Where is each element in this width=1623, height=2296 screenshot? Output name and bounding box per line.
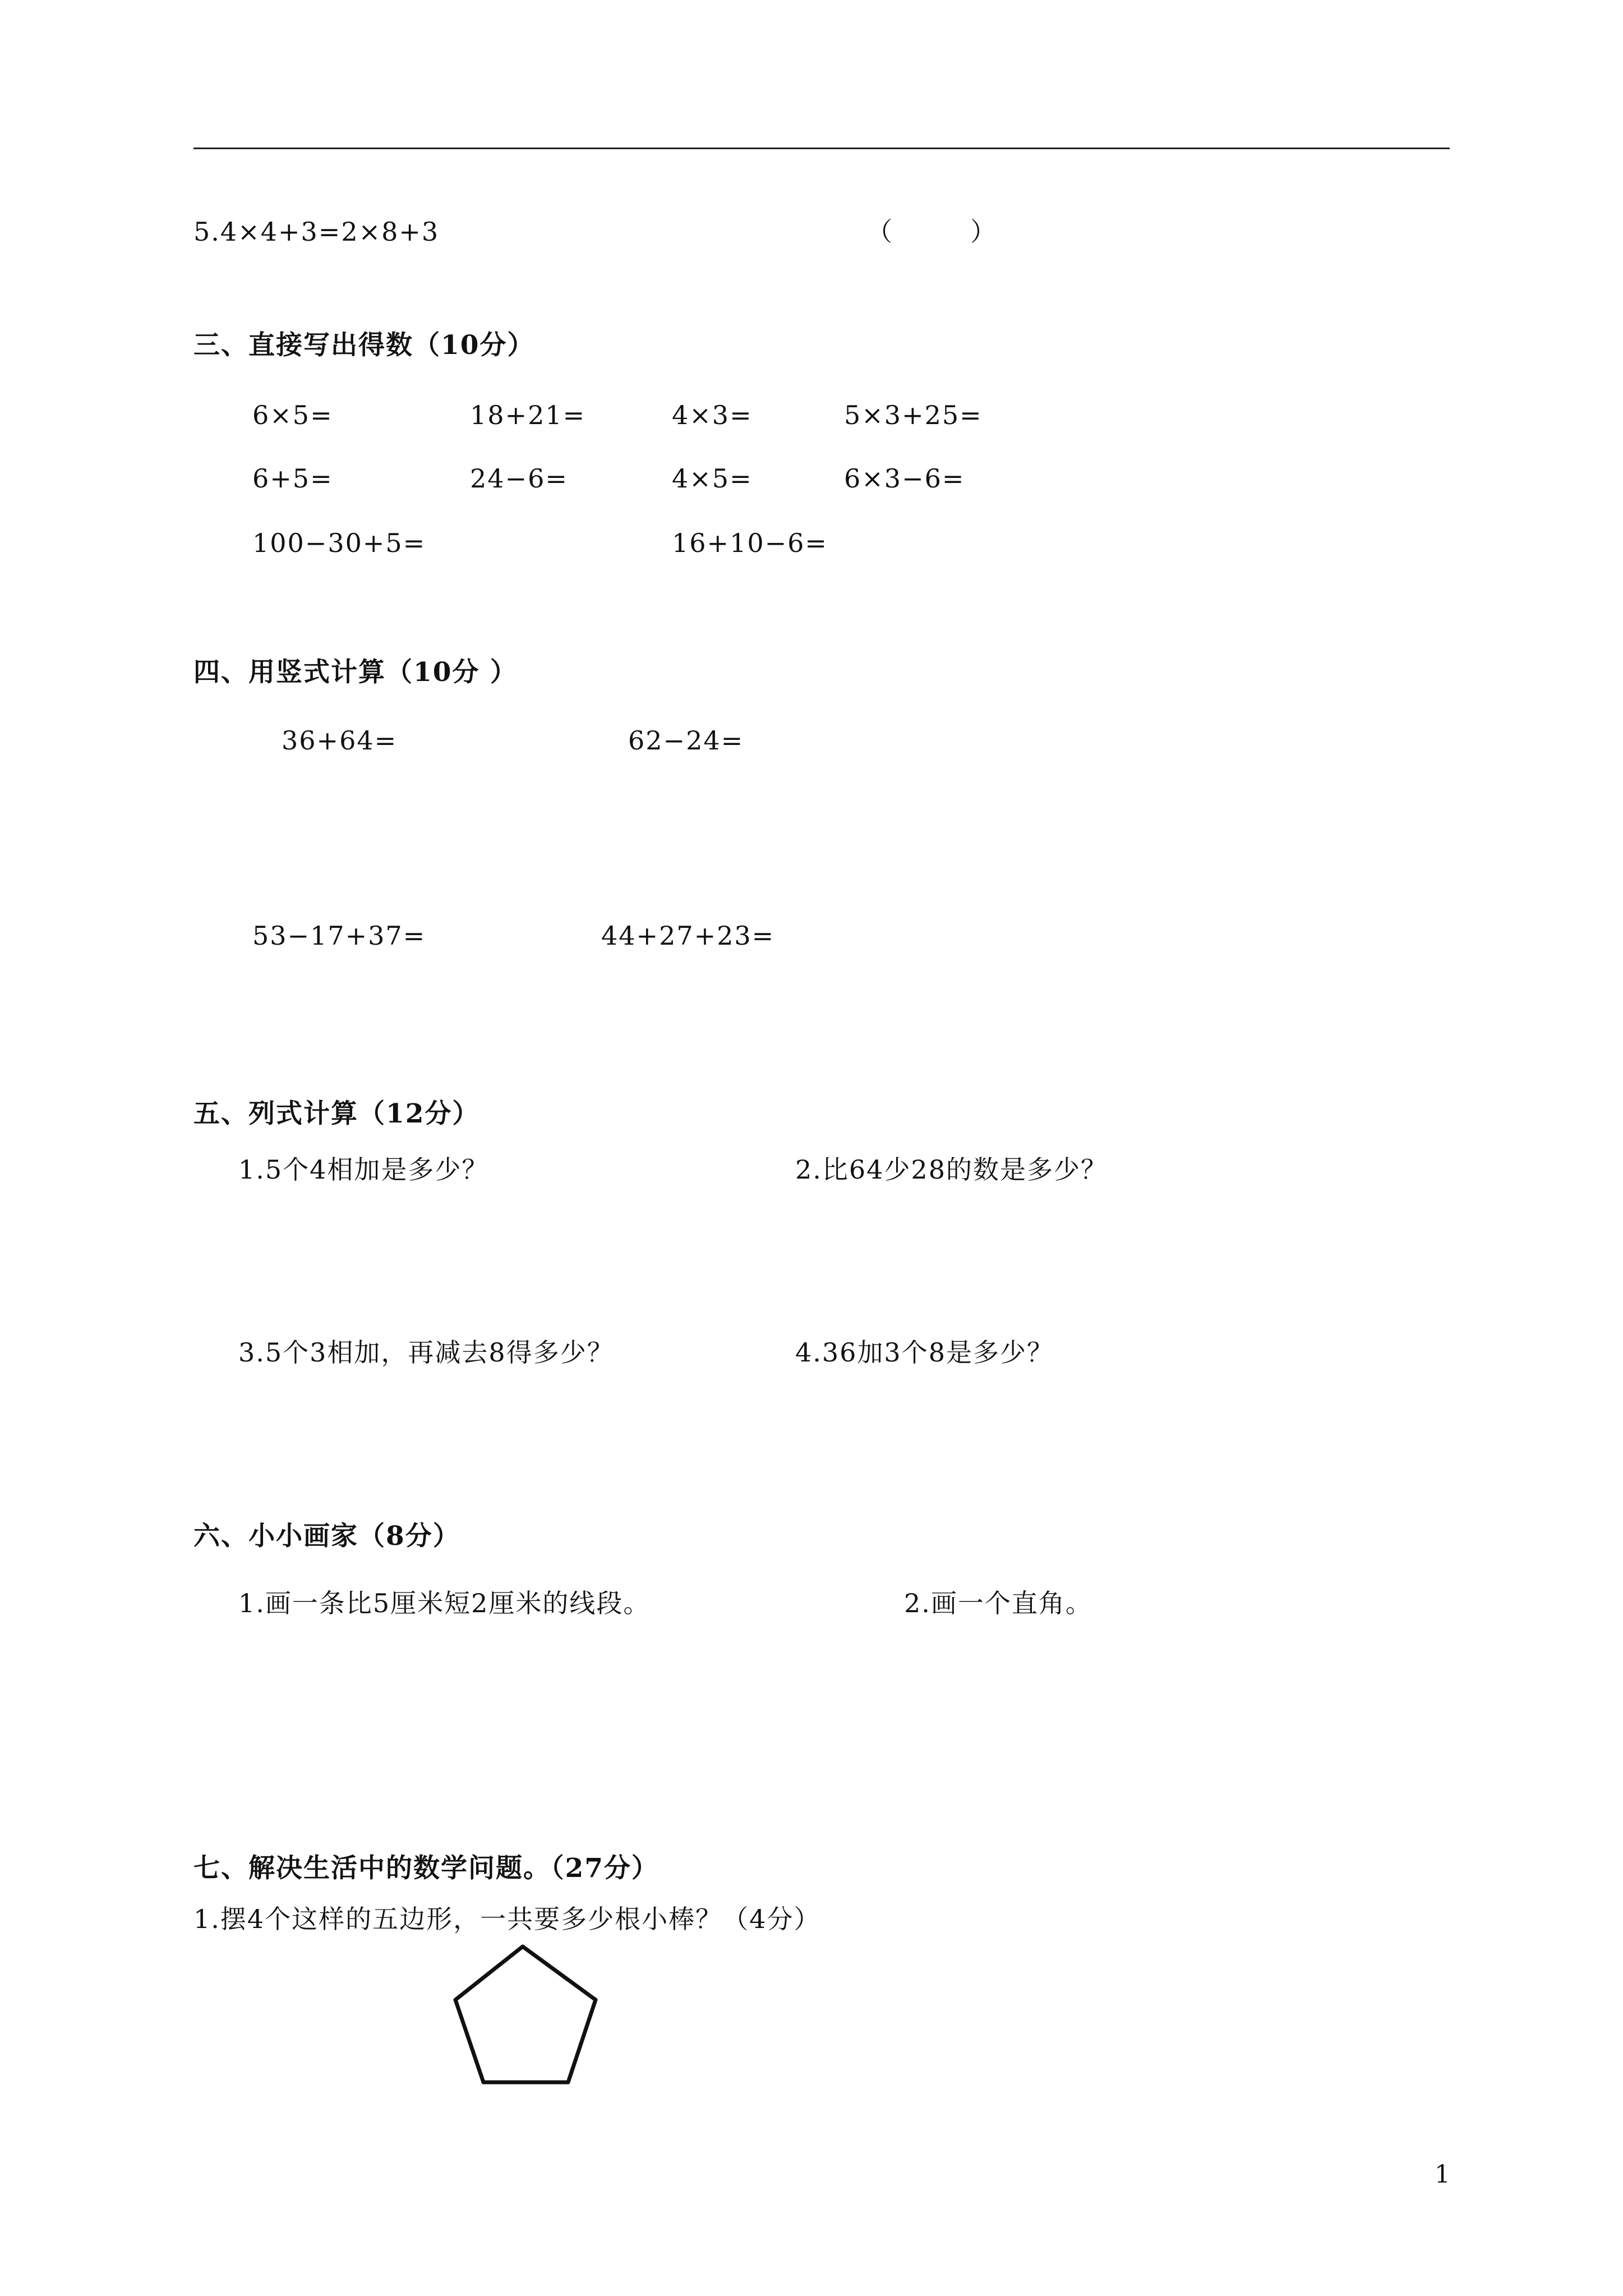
section-4-title: 四、用竖式计算（10分 ） [193,657,518,688]
drawing-task-2: 2.画一个直角。 [904,1588,1092,1618]
oral-calc-2: 18+21= [470,400,586,430]
word-calc-4: 4.36加3个8是多少？ [795,1337,1054,1368]
pentagon-figure [443,1935,606,2098]
header-rule [193,148,1450,149]
oral-calc-3: 4×3= [672,400,753,430]
oral-calc-10: 16+10−6= [672,528,828,558]
word-calc-2: 2.比64少28的数是多少？ [795,1154,1108,1185]
oral-calc-5: 6+5= [252,463,333,494]
page-number: 1 [1435,2160,1451,2189]
oral-calc-4: 5×3+25= [844,400,983,430]
pentagon-shape [455,1947,596,2082]
answer-paren-right: ） [970,217,997,247]
problem-1: 1.摆4个这样的五边形，一共要多少根小棒？（4分） [193,1904,821,1934]
judgement-item-5: 5.4×4+3=2×8+3 [193,217,440,247]
vertical-calc-4: 44+27+23= [601,921,775,951]
oral-calc-1: 6×5= [252,400,333,430]
oral-calc-8: 6×3−6= [844,463,965,494]
oral-calc-7: 4×5= [672,463,753,494]
section-3-title: 三、直接写出得数（10分） [193,330,535,361]
vertical-calc-1: 36+64= [282,725,398,756]
word-calc-1: 1.5个4相加是多少？ [238,1154,489,1185]
oral-calc-6: 24−6= [470,463,568,494]
drawing-task-1: 1.画一条比5厘米短2厘米的线段。 [238,1588,651,1618]
section-7-title: 七、解决生活中的数学问题。（27分） [193,1853,659,1884]
vertical-calc-2: 62−24= [628,725,744,756]
answer-paren-left: （ [866,217,893,247]
oral-calc-9: 100−30+5= [252,528,426,558]
vertical-calc-3: 53−17+37= [252,921,426,951]
section-5-title: 五、列式计算（12分） [193,1098,480,1129]
section-6-title: 六、小小画家（8分） [193,1521,460,1552]
word-calc-3: 3.5个3相加，再减去8得多少？ [238,1337,614,1368]
